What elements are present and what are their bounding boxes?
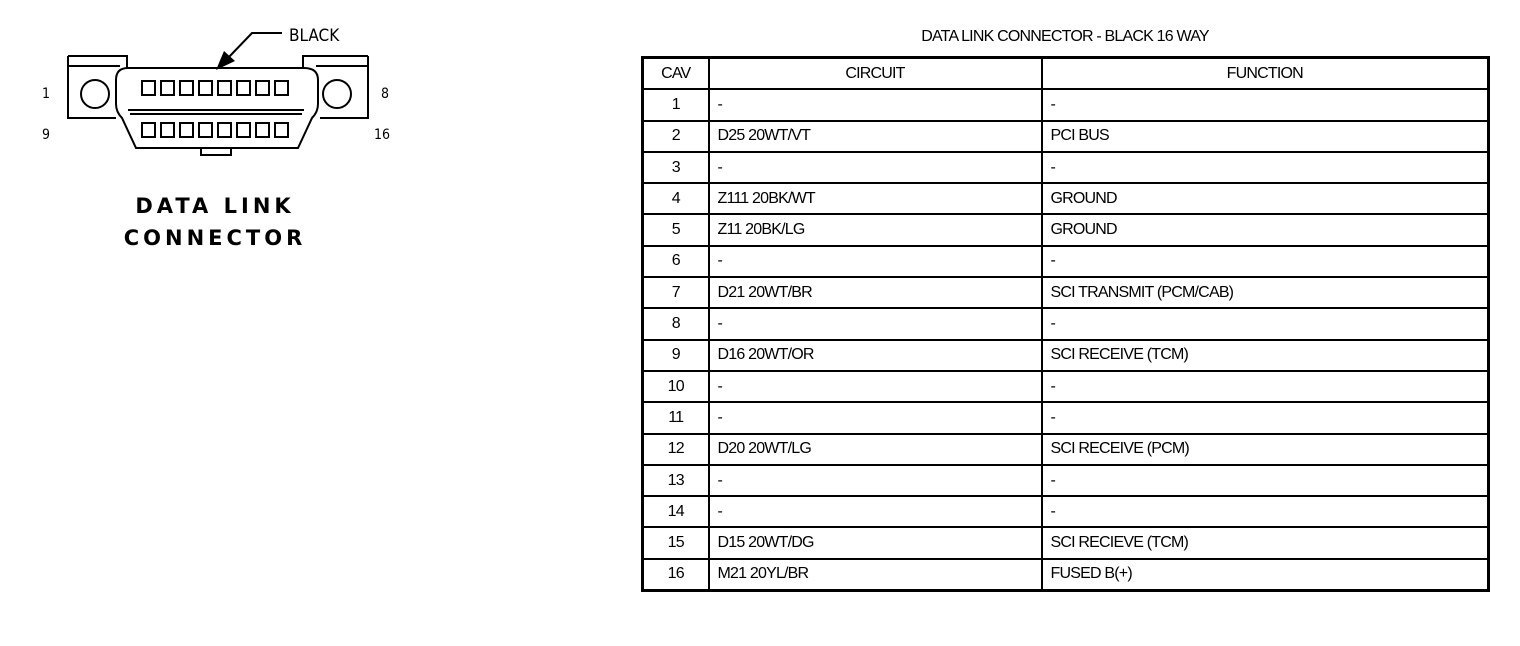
circuit-cell: - (709, 152, 1042, 183)
top-pin-row (142, 81, 288, 95)
table-row (643, 496, 1489, 527)
circuit-cell: D21 20WT/BR (709, 277, 1042, 308)
table-row (643, 246, 1489, 277)
table-row (643, 89, 1489, 120)
cav-cell: 11 (643, 402, 709, 433)
table-row (643, 277, 1489, 308)
table-row (643, 121, 1489, 152)
table-row (643, 340, 1489, 371)
header-function: FUNCTION (1042, 58, 1489, 90)
cav-cell: 10 (643, 371, 709, 402)
function-cell: SCI RECIEVE (TCM) (1042, 527, 1489, 558)
cav-cell: 13 (643, 465, 709, 496)
function-cell: - (1042, 89, 1489, 120)
cav-cell: 5 (643, 214, 709, 245)
connector-color-label: BLACK (289, 26, 340, 46)
circuit-cell: - (709, 371, 1042, 402)
function-cell: GROUND (1042, 214, 1489, 245)
right-mounting-hole (323, 80, 351, 108)
pin-label-8: 8 (381, 86, 390, 102)
pin-8 (275, 81, 288, 95)
pin-9 (142, 123, 155, 137)
table-row (643, 308, 1489, 339)
connector-title (110, 190, 320, 254)
pin-label-16: 16 (374, 127, 391, 143)
function-cell: SCI TRANSMIT (PCM/CAB) (1042, 277, 1489, 308)
cav-cell: 1 (643, 89, 709, 120)
cav-cell: 9 (643, 340, 709, 371)
connector-title-line-1: DATA LINK (135, 194, 295, 218)
pin-label-1: 1 (42, 86, 51, 102)
right-mounting-ear (303, 56, 368, 118)
cav-cell: 3 (643, 152, 709, 183)
circuit-cell: - (709, 402, 1042, 433)
function-cell: - (1042, 496, 1489, 527)
pin-2 (161, 81, 174, 95)
pin-13 (218, 123, 231, 137)
function-cell: SCI RECEIVE (PCM) (1042, 434, 1489, 465)
function-cell: SCI RECEIVE (TCM) (1042, 340, 1489, 371)
pinout-table (641, 56, 1490, 592)
function-cell: PCI BUS (1042, 121, 1489, 152)
table-row (643, 183, 1489, 214)
circuit-cell: - (709, 465, 1042, 496)
function-cell: - (1042, 308, 1489, 339)
header-cav: CAV (643, 58, 709, 90)
cav-cell: 16 (643, 559, 709, 591)
table-caption: DATA LINK CONNECTOR - BLACK 16 WAY (921, 28, 1209, 45)
table-row (643, 371, 1489, 402)
circuit-cell: D25 20WT/VT (709, 121, 1042, 152)
bottom-pin-row (142, 123, 288, 137)
pin-7 (256, 81, 269, 95)
pin-label-9: 9 (42, 127, 51, 143)
function-cell: - (1042, 246, 1489, 277)
left-mounting-ear (68, 56, 127, 118)
circuit-cell: - (709, 246, 1042, 277)
function-cell: - (1042, 371, 1489, 402)
circuit-cell: Z11 20BK/LG (709, 214, 1042, 245)
left-mounting-hole (81, 80, 109, 108)
function-cell: GROUND (1042, 183, 1489, 214)
pin-16 (275, 123, 288, 137)
pin-14 (237, 123, 250, 137)
table-row (643, 559, 1489, 591)
table-row (643, 402, 1489, 433)
cav-cell: 12 (643, 434, 709, 465)
table-row (643, 214, 1489, 245)
data-link-connector-drawing (0, 0, 420, 180)
circuit-cell: D20 20WT/LG (709, 434, 1042, 465)
circuit-cell: D16 20WT/OR (709, 340, 1042, 371)
connector-key-tab (201, 148, 231, 155)
pin-10 (161, 123, 174, 137)
circuit-cell: Z111 20BK/WT (709, 183, 1042, 214)
table-row (643, 465, 1489, 496)
function-cell: - (1042, 465, 1489, 496)
pin-1 (142, 81, 155, 95)
connector-title-line-2: CONNECTOR (123, 226, 307, 250)
color-leader-arrow (216, 33, 282, 70)
cav-cell: 15 (643, 527, 709, 558)
circuit-cell: D15 20WT/DG (709, 527, 1042, 558)
cav-cell: 7 (643, 277, 709, 308)
cav-cell: 4 (643, 183, 709, 214)
function-cell: FUSED B(+) (1042, 559, 1489, 591)
cav-cell: 14 (643, 496, 709, 527)
function-cell: - (1042, 402, 1489, 433)
pin-15 (256, 123, 269, 137)
circuit-cell: - (709, 496, 1042, 527)
pin-11 (180, 123, 193, 137)
table-row (643, 152, 1489, 183)
cav-cell: 8 (643, 308, 709, 339)
cav-cell: 2 (643, 121, 709, 152)
table-header-row (643, 58, 1489, 90)
circuit-cell: - (709, 89, 1042, 120)
pin-4 (199, 81, 212, 95)
circuit-cell: - (709, 308, 1042, 339)
table-row (643, 434, 1489, 465)
function-cell: - (1042, 152, 1489, 183)
pin-6 (237, 81, 250, 95)
pinout-table-body (643, 89, 1489, 590)
pin-5 (218, 81, 231, 95)
cav-cell: 6 (643, 246, 709, 277)
table-row (643, 527, 1489, 558)
pin-3 (180, 81, 193, 95)
pin-12 (199, 123, 212, 137)
header-circuit: CIRCUIT (709, 58, 1042, 90)
circuit-cell: M21 20YL/BR (709, 559, 1042, 591)
